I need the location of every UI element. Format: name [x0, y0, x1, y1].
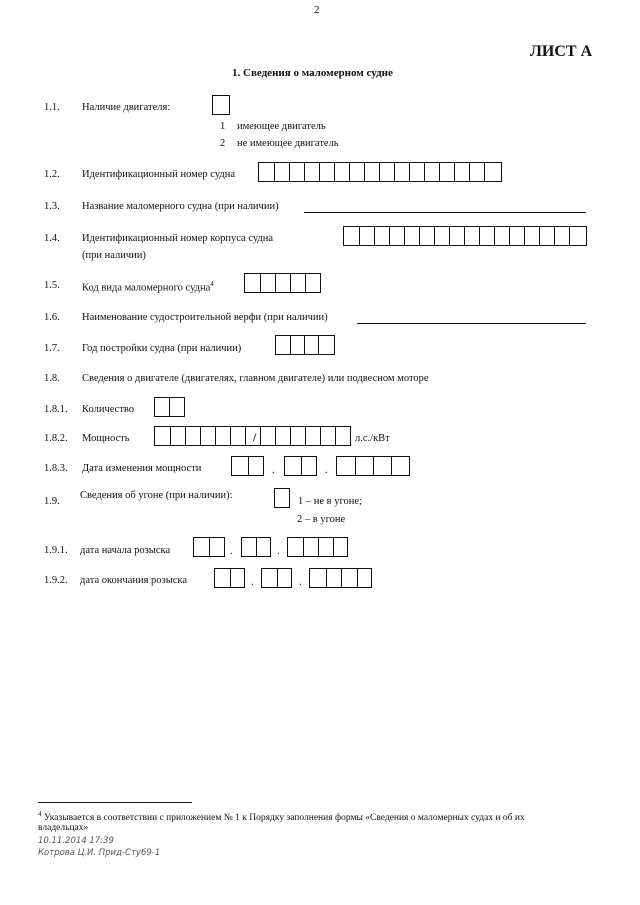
footnote-line-2: владельцах»: [38, 823, 89, 833]
field-number: 1.7.: [44, 343, 60, 354]
theft-status-box[interactable]: [274, 488, 290, 508]
section-title: 1. Сведения о маломерном судне: [232, 67, 393, 79]
footnote-separator: [38, 802, 192, 803]
field-label: Дата изменения мощности: [82, 463, 202, 474]
option-label: 2 – в угоне: [297, 514, 346, 525]
field-number: 1.5.: [44, 280, 60, 291]
search-start-day-boxes[interactable]: [193, 537, 225, 557]
search-end-day-boxes[interactable]: [214, 568, 245, 588]
search-start-year-boxes[interactable]: [287, 537, 348, 557]
search-end-year-boxes[interactable]: [309, 568, 372, 588]
date-dot: .: [277, 546, 280, 557]
field-label: Количество: [82, 404, 135, 415]
field-number: 1.4.: [44, 233, 60, 244]
date-dot: .: [251, 577, 254, 588]
search-end-month-boxes[interactable]: [261, 568, 292, 588]
field-label: Мощность: [82, 433, 130, 444]
field-label: Сведения об угоне (при наличии):: [80, 490, 233, 501]
field-label: дата окончания розыска: [80, 575, 188, 586]
field-number: 1.8.: [44, 373, 60, 384]
power-unit: л.с./кВт: [355, 433, 390, 444]
field-label: Название маломерного судна (при наличии): [82, 201, 279, 212]
date-dot: .: [325, 465, 328, 476]
option-label: 1 – не в угоне;: [298, 496, 362, 507]
footnote-number: 4: [38, 810, 42, 818]
power-change-month-boxes[interactable]: [284, 456, 317, 476]
sheet-title: ЛИСТ А: [530, 43, 593, 60]
option-label: имеющее двигатель: [237, 121, 326, 132]
print-stamp-line-2: Котрова Ц.И. Прид-Сту69-1: [38, 848, 161, 858]
field-number: 1.9.2.: [44, 575, 68, 586]
footnote-ref: 4: [210, 280, 214, 288]
field-number: 1.3.: [44, 201, 60, 212]
field-number: 1.9.1.: [44, 545, 68, 556]
field-number: 1.8.2.: [44, 433, 68, 444]
field-label: Идентификационный номер судна: [82, 169, 236, 180]
field-number: 1.8.3.: [44, 463, 68, 474]
engine-presence-box[interactable]: [212, 95, 230, 115]
date-dot: .: [272, 465, 275, 476]
power-change-year-boxes[interactable]: [336, 456, 410, 476]
date-dot: .: [299, 577, 302, 588]
vessel-type-code-boxes[interactable]: [244, 273, 321, 293]
build-year-boxes[interactable]: [275, 335, 335, 355]
page-number: 2: [314, 4, 320, 16]
option-number: 2: [220, 138, 226, 149]
engine-count-boxes[interactable]: [154, 397, 185, 417]
hull-id-boxes[interactable]: [343, 226, 587, 246]
option-number: 1: [220, 121, 226, 132]
field-label: Наименование судостроительной верфи (при наличии): [82, 312, 328, 323]
vessel-name-line[interactable]: [304, 212, 586, 213]
field-label: Идентификационный номер корпуса судна: [82, 233, 274, 244]
power-separator-slash: /: [253, 430, 257, 444]
field-number: 1.9.: [44, 496, 60, 507]
footnote-text: [38, 810, 525, 823]
field-label-text: Код вида маломерного судна: [82, 282, 211, 294]
search-start-month-boxes[interactable]: [241, 537, 271, 557]
field-label: [82, 280, 214, 294]
date-dot: .: [230, 546, 233, 557]
field-number: 1.8.1.: [44, 404, 68, 415]
shipyard-name-line[interactable]: [357, 323, 586, 324]
field-label: Наличие двигателя:: [82, 102, 171, 113]
field-label: Сведения о двигателе (двигателях, главном двигателе) или подвесном моторе: [82, 373, 429, 384]
field-label: дата начала розыска: [80, 545, 171, 556]
footnote-line-1: Указывается в соответствии с приложением № 1 к Порядку заполнения формы «Сведения о маломерных судах и об их: [43, 813, 525, 824]
power-change-day-boxes[interactable]: [231, 456, 264, 476]
print-stamp-line-1: 10.11.2014 17:39: [38, 836, 114, 846]
field-label-continued: (при наличии): [82, 250, 146, 261]
field-label: Год постройки судна (при наличии): [82, 343, 242, 354]
option-label: не имеющее двигатель: [237, 138, 339, 149]
field-number: 1.2.: [44, 169, 60, 180]
field-number: 1.1.: [44, 102, 60, 113]
field-number: 1.6.: [44, 312, 60, 323]
vessel-id-boxes[interactable]: [258, 162, 502, 182]
